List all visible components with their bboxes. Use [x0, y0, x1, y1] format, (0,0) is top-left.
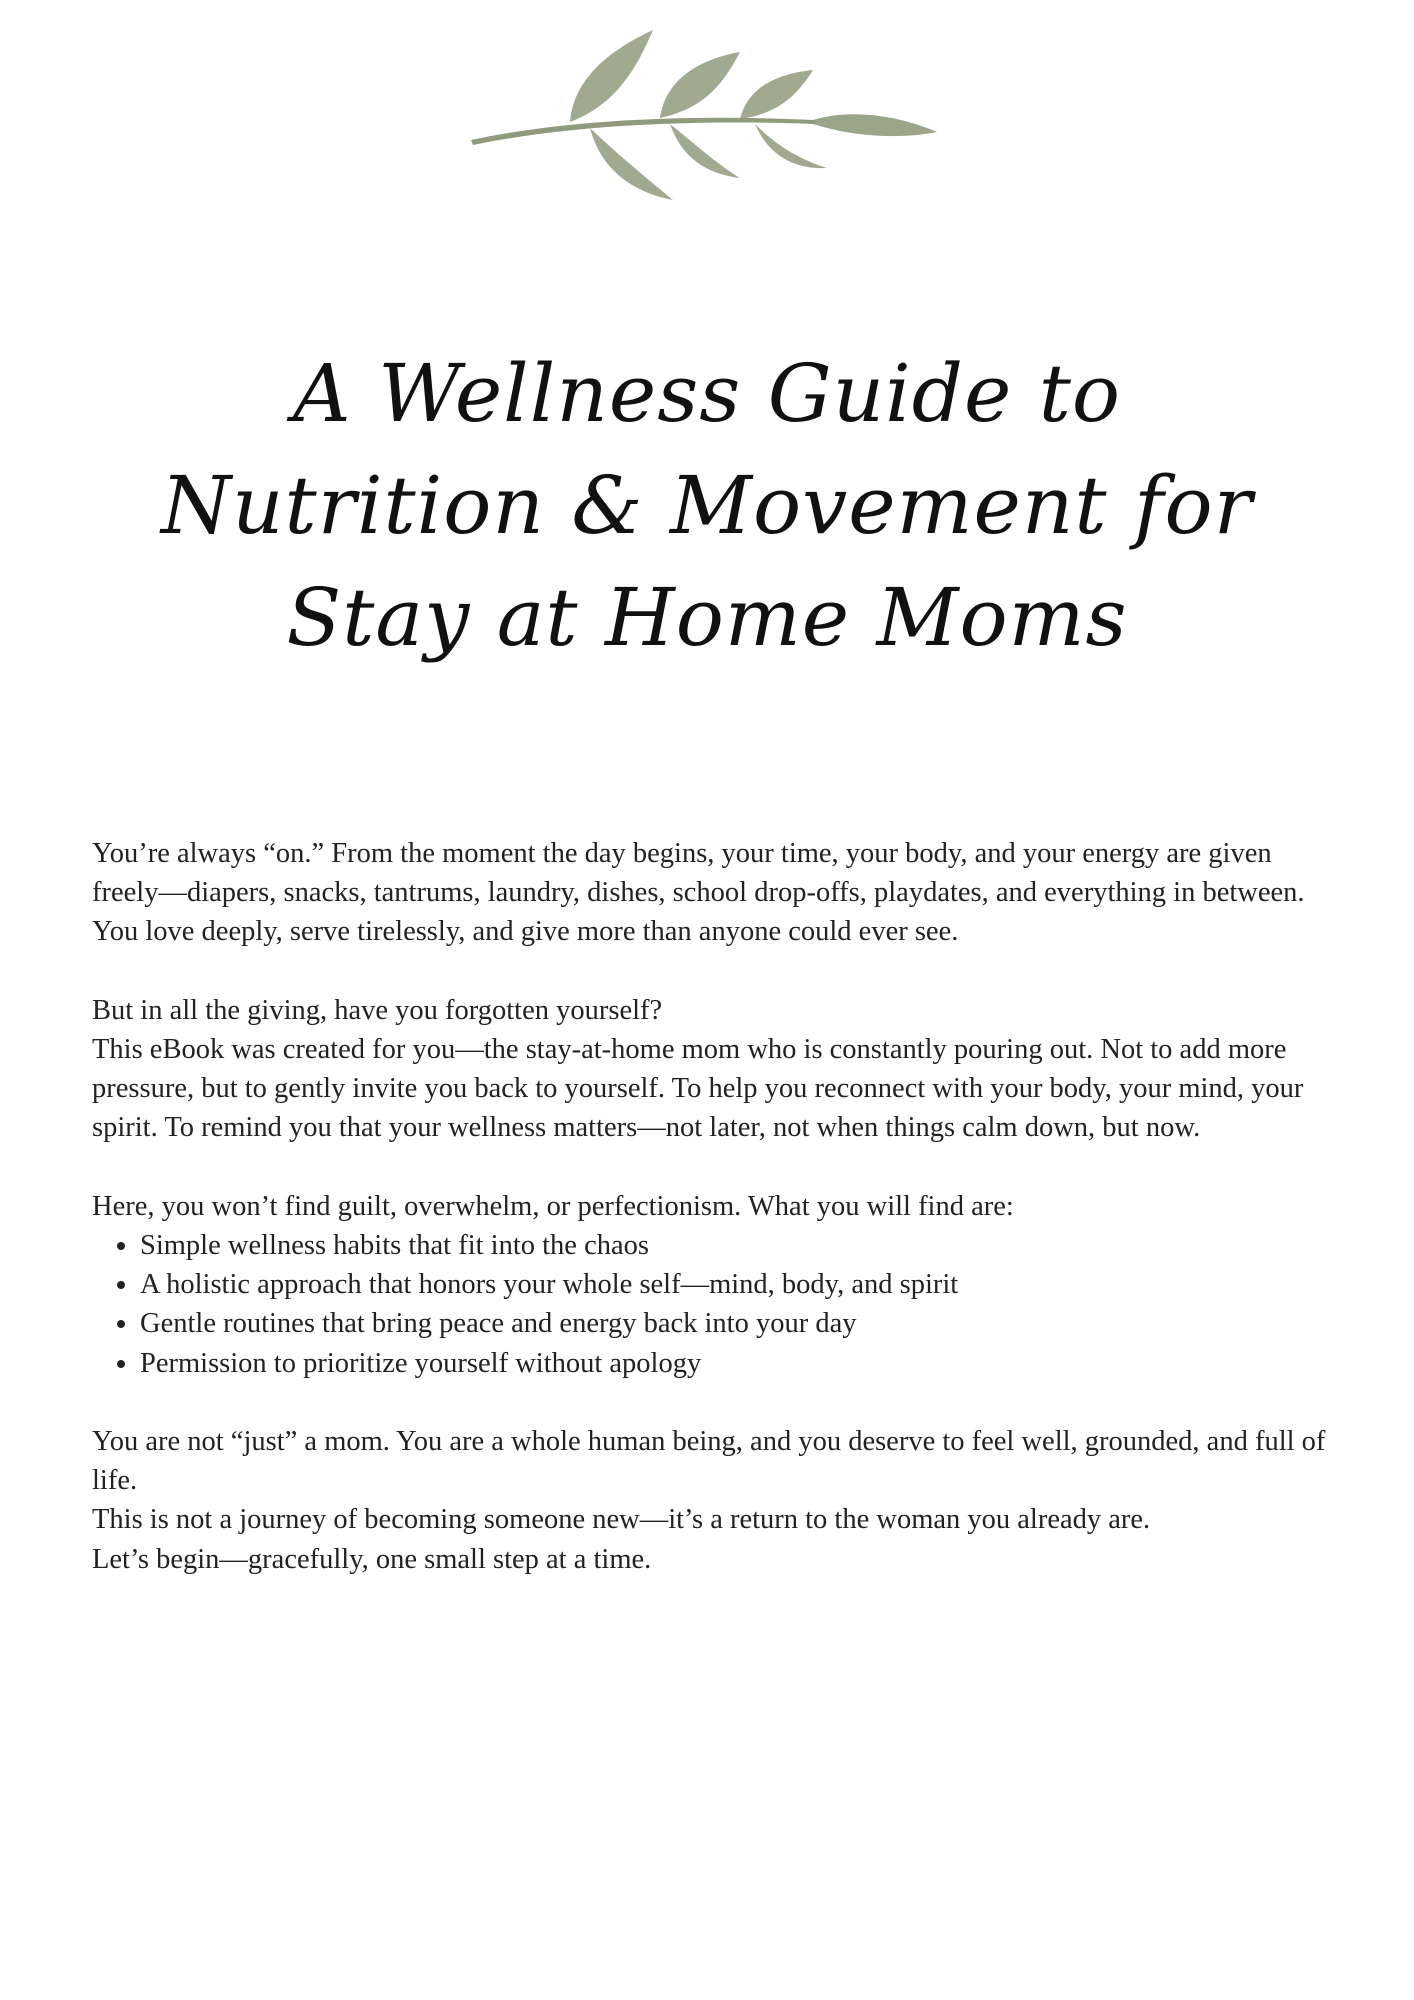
list-item: • A holistic approach that honors your whole self—mind, body, and spirit [140, 1265, 1342, 1304]
intro-paragraph-5: You are not “just” a mom. You are a whole human being, and you deserve to feel well, grounded, and full of life. [92, 1426, 1326, 1497]
benefits-list [92, 1226, 1342, 1383]
title-line-3: Stay at Home Moms [286, 571, 1128, 664]
intro-paragraph-3: This eBook was created for you—the stay-at-home mom who is constantly pouring out. Not to add more pressure, but to gently invite you back to yourself. To help you reconnect with your body, your mind, your spirit. To remind you that your wellness matters—not later, not when things calm down, but now. [92, 1034, 1304, 1144]
list-item: • Gentle routines that bring peace and energy back into your day [140, 1304, 1342, 1343]
title-line-2: Nutrition & Movement for [161, 459, 1253, 552]
intro-paragraph-1: You’re always “on.” From the moment the day begins, your time, your body, and your energy are given freely—diapers, snacks, tantrums, laundry, dishes, school drop-offs, playdates, and everything in between. You love deeply, serve tirelessly, and give more than anyone could ever see. [92, 838, 1305, 948]
intro-body [92, 834, 1342, 1579]
list-item: • Simple wellness habits that fit into the chaos [140, 1226, 1342, 1265]
intro-paragraph-6: This is not a journey of becoming someone new—it’s a return to the woman you already are. [92, 1504, 1151, 1536]
list-item: • Permission to prioritize yourself without apology [140, 1344, 1342, 1383]
olive-branch-icon [455, 22, 955, 212]
intro-paragraph-4: Here, you won’t find guilt, overwhelm, or perfectionism. What you will find are: [92, 1190, 1014, 1222]
page-title [90, 338, 1324, 674]
intro-paragraph-2: But in all the giving, have you forgotten yourself? [92, 994, 663, 1026]
intro-paragraph-7: Let’s begin—gracefully, one small step at a time. [92, 1543, 652, 1575]
title-line-1: A Wellness Guide to [292, 347, 1122, 440]
